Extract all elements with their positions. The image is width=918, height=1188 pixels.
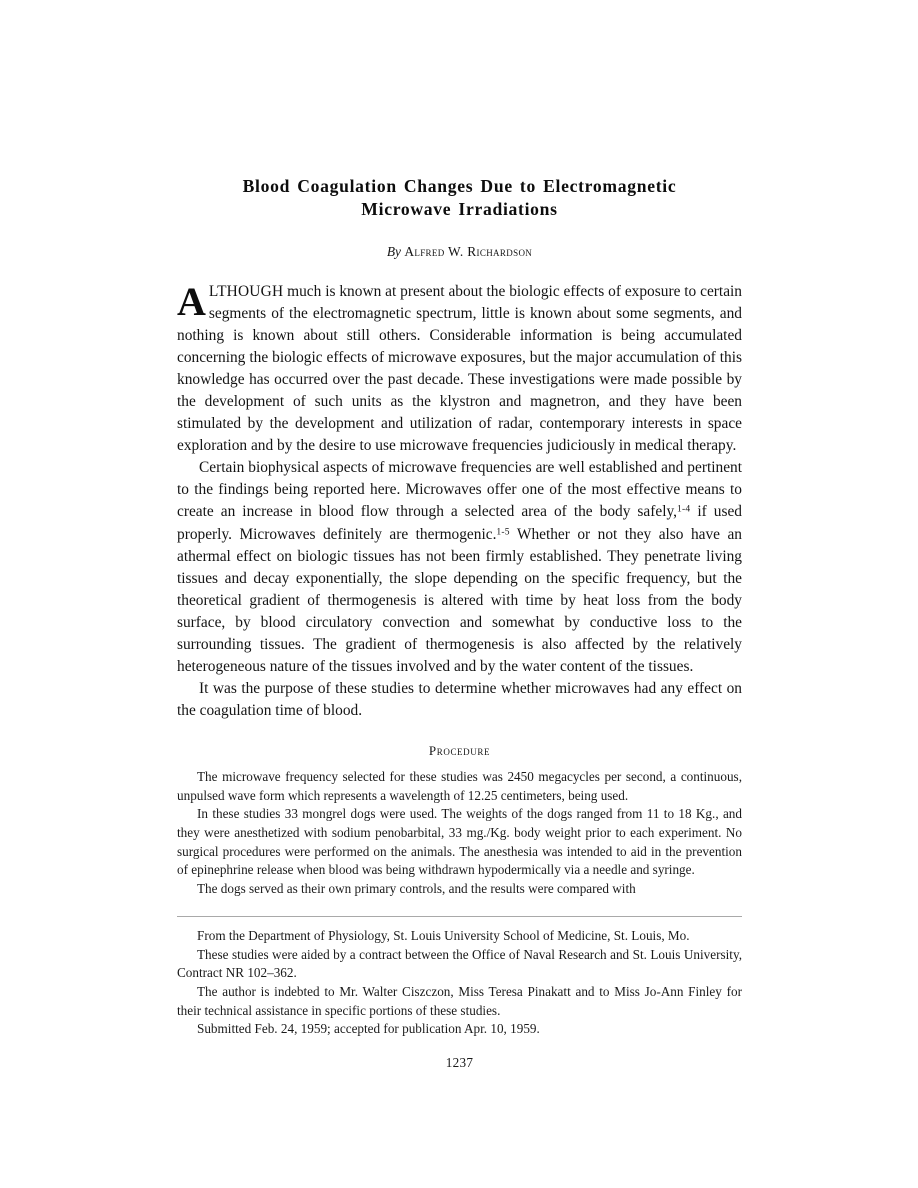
- procedure-paragraph-1: The microwave frequency selected for these studies was 2450 megacycles per second, a continuous, unpulsed wave form which represents a wavelength of 12.25 centimeters, being used.: [177, 768, 742, 803]
- article-title-block: [177, 175, 742, 221]
- drop-cap-letter: A: [177, 279, 206, 324]
- section-heading-procedure: Procedure: [428, 742, 491, 758]
- article-title-line-2: Microwave Irradiations: [361, 199, 558, 219]
- paragraph-1-lead-smallcaps: LTHOUGH: [208, 283, 284, 300]
- procedure-paragraph-3: The dogs served as their own primary controls, and the results were compared with: [197, 881, 636, 897]
- footnote-submission-dates: Submitted Feb. 24, 1959; accepted for publication Apr. 10, 1959.: [197, 1021, 540, 1037]
- page-number: 1237: [445, 1055, 474, 1071]
- body-paragraph-2: [177, 457, 742, 677]
- paragraph-2-segment-3: Whether or not they also have an athermal effect on biologic tissues has not been firmly established. They penetrate living tissues and decay exponentially, the slope depending on the specific frequency, but the theoretical gradient of thermogenesis is altered with time by heat loss from the body surface, by blood circulatory convection and somewhat by conductive loss to the surrounding tissues. The gradient of thermogenesis is also affected by the relatively heterogeneous nature of the tissues involved and by the water content of the tissues.: [177, 525, 742, 675]
- footnote-acknowledgment: The author is indebted to Mr. Walter Ciszczon, Miss Teresa Pinakatt and to Miss Jo-Ann Finley for their technical assistance in specific portions of these studies.: [177, 983, 742, 1018]
- body-paragraph-1: [177, 281, 742, 457]
- footnote-funding: These studies were aided by a contract between the Office of Naval Research and St. Louis University, Contract NR 102–362.: [177, 946, 742, 981]
- paragraph-2-segment-1: Certain biophysical aspects of microwave frequencies are well established and pertinent to the findings being reported here. Microwaves offer one of the most effective means to create an increase in blood flow through a selected area of the body safely,: [177, 459, 742, 521]
- procedure-paragraph-2: In these studies 33 mongrel dogs were used. The weights of the dogs ranged from 11 to 18 Kg., and they were anesthetized with sodium penobarbital, 33 mg./Kg. body weight prior to each experiment. No surgical procedures were performed on the animals. The anesthesia was intended to aid in the prevention of epinephrine release when blood was being withdrawn hypodermically via a needle and syringe.: [177, 806, 742, 878]
- page-content-column: [177, 0, 742, 1071]
- footnote-divider-rule: [177, 916, 742, 917]
- footnote-reference-2: 1-5: [496, 525, 510, 537]
- procedure-section-body: [177, 768, 742, 899]
- article-byline: [177, 243, 742, 261]
- paragraph-2-segment-2: if used properly. Microwaves definitely are thermogenic.: [177, 503, 742, 543]
- article-title-line-1: Blood Coagulation Changes Due to Electromagnetic: [242, 176, 677, 196]
- byline-by-word: By: [386, 244, 401, 259]
- footnote-block: [177, 927, 742, 1039]
- byline-author-name: Alfred W. Richardson: [404, 244, 533, 259]
- footnote-affiliation: From the Department of Physiology, St. Louis University School of Medicine, St. Louis, Mo.: [197, 927, 690, 943]
- paragraph-1-text: much is known at present about the biologic effects of exposure to certain segments of the electromagnetic spectrum, little is known about some segments, and nothing is known about still others. Considerable information is being accumulated concerning the biologic effects of microwave exposures, but the major accumulation of this knowledge has occurred over the past decade. These investigations were made possible by the development of such units as the klystron and magnetron, and they have been stimulated by the development and utilization of radar, contemporary interests in space exploration and by the desire to use microwave frequencies judiciously in medical therapy.: [177, 283, 742, 455]
- body-paragraph-3: It was the purpose of these studies to determine whether microwaves had any effect on the coagulation time of blood.: [177, 679, 742, 719]
- footnote-reference-1: 1-4: [677, 503, 691, 515]
- article-body: [177, 281, 742, 722]
